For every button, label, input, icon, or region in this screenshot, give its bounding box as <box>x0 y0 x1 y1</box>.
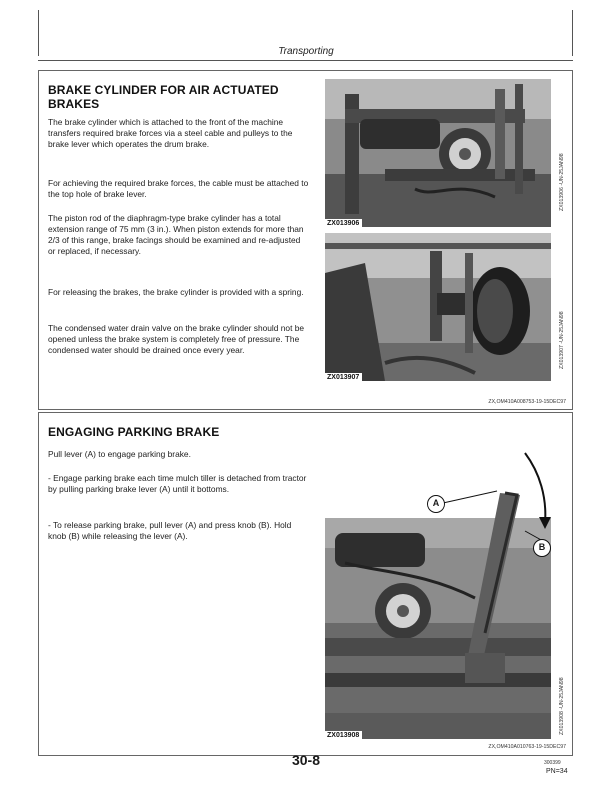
paragraph: Pull lever (A) to engage parking brake. <box>48 449 191 459</box>
page-pn: PN=34 <box>546 768 568 775</box>
brake-cylinder-photo <box>325 79 551 227</box>
photo-label: ZX013907 <box>325 373 362 381</box>
footer-code: 300399 <box>544 760 561 766</box>
page-number: 30-8 <box>291 752 321 768</box>
brake-cylinder-image <box>325 79 551 227</box>
reference-code: ZX,OM410A008753-19-15DEC97 <box>488 399 566 405</box>
callout-a: A <box>427 495 445 513</box>
parking-brake-section <box>38 412 573 756</box>
parking-brake-image <box>325 423 551 739</box>
brake-cylinder-section <box>38 70 573 410</box>
section-header: Transporting <box>278 46 334 57</box>
title-line-2: BRAKES <box>48 97 100 111</box>
callout-b: B <box>533 539 551 557</box>
paragraph: The brake cylinder which is attached to the front of the machine transfers required brake forces via a steel cable and pulleys to the brake lever which operates the drum brake. <box>48 117 293 149</box>
title-line-1: BRAKE CYLINDER FOR AIR ACTUATED <box>48 83 279 97</box>
section-title: ENGAGING PARKING BRAKE <box>48 425 220 439</box>
paragraph: - To release parking brake, pull lever (A) and press knob (B). Hold knob (B) while releasing the lever (A). <box>48 520 292 541</box>
brake-wheel-photo <box>325 233 551 381</box>
paragraph: For achieving the required brake forces, the cable must be attached to the top hole of brake lever. <box>48 178 309 199</box>
paragraph: The piston rod of the diaphragm-type brake cylinder has a total extension range of 75 mm (3 in.). When piston extends for more than 2/3 of this range, brake facings should be examined and re-adjusted or replaced, if necessary. <box>48 213 304 256</box>
photo-label: ZX013908 <box>325 731 362 739</box>
photo-side-code: ZX013908 -UN-25JAN98 <box>559 677 565 735</box>
parking-brake-photo <box>325 423 551 739</box>
paragraph: - Engage parking brake each time mulch tiller is detached from tractor by pulling parking brake lever (A) until it bottoms. <box>48 473 307 494</box>
reference-code: ZX,OM410A010763-19-15DEC97 <box>488 744 566 750</box>
photo-side-code: ZX013906 -UN-25JAN98 <box>559 153 565 211</box>
paragraph: The condensed water drain valve on the brake cylinder should not be opened unless the brake system is completely free of pressure. The condensed water should be drained once every year. <box>48 323 305 355</box>
section-title <box>48 83 279 111</box>
paragraph: For releasing the brakes, the brake cylinder is provided with a spring. <box>48 287 304 297</box>
header-rule <box>38 60 573 61</box>
photo-label: ZX013906 <box>325 219 362 227</box>
photo-side-code: ZX013907 -UN-25JAN98 <box>559 311 565 369</box>
brake-wheel-image <box>325 233 551 381</box>
